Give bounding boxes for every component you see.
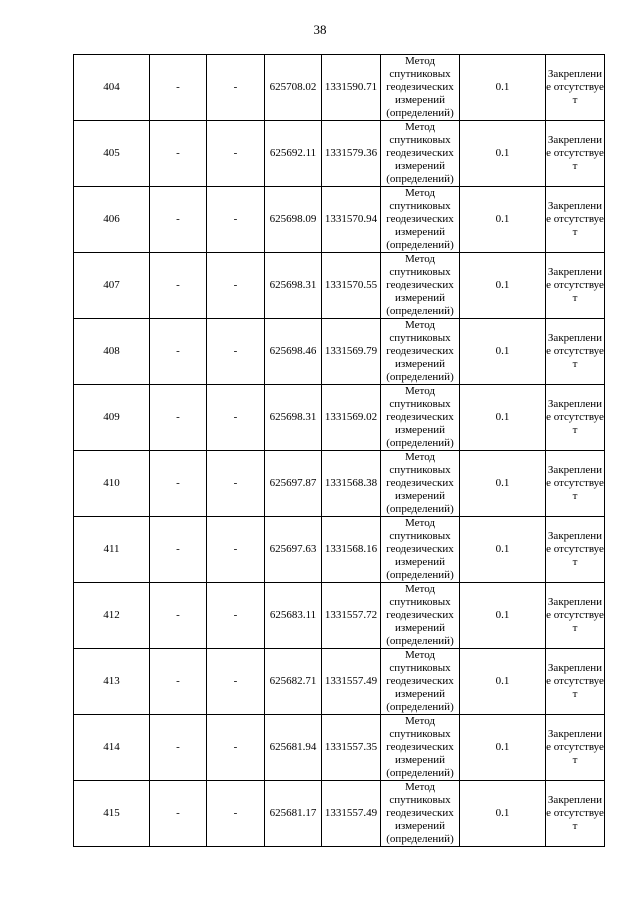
- accuracy-cell: 0.1: [460, 121, 546, 187]
- dash-cell: -: [150, 121, 207, 187]
- method-line: Метод: [405, 319, 435, 331]
- dash-cell: -: [150, 781, 207, 847]
- method-line: спутниковых: [389, 398, 451, 410]
- point-number-cell: 405: [74, 121, 150, 187]
- method-line: измерений: [395, 622, 445, 634]
- method-line: геодезических: [386, 807, 454, 819]
- dash-cell: -: [150, 253, 207, 319]
- method-line: геодезических: [386, 279, 454, 291]
- method-cell: [381, 781, 460, 847]
- x-coordinate-cell: 625697.63: [265, 517, 322, 583]
- dash-cell: -: [207, 451, 265, 517]
- method-cell: [381, 649, 460, 715]
- method-line: Метод: [405, 715, 435, 727]
- fixing-cell: Закрепление отсутствует: [546, 715, 605, 781]
- accuracy-cell: 0.1: [460, 319, 546, 385]
- dash-cell: -: [207, 649, 265, 715]
- dash-cell: -: [150, 715, 207, 781]
- method-line: (определений): [386, 239, 454, 251]
- method-line: Метод: [405, 121, 435, 133]
- method-cell: [381, 55, 460, 121]
- method-line: геодезических: [386, 609, 454, 621]
- accuracy-cell: 0.1: [460, 451, 546, 517]
- method-line: (определений): [386, 371, 454, 383]
- table-row: [74, 385, 605, 451]
- method-cell: [381, 121, 460, 187]
- point-number-cell: 415: [74, 781, 150, 847]
- y-coordinate-cell: 1331579.36: [322, 121, 381, 187]
- fixing-cell: Закрепление отсутствует: [546, 319, 605, 385]
- method-cell: [381, 385, 460, 451]
- fixing-cell: Закрепление отсутствует: [546, 187, 605, 253]
- method-line: спутниковых: [389, 662, 451, 674]
- method-line: геодезических: [386, 741, 454, 753]
- fixing-cell: Закрепление отсутствует: [546, 385, 605, 451]
- dash-cell: -: [150, 451, 207, 517]
- dash-cell: -: [207, 319, 265, 385]
- accuracy-cell: 0.1: [460, 715, 546, 781]
- dash-cell: -: [207, 55, 265, 121]
- method-line: Метод: [405, 649, 435, 661]
- method-cell: [381, 451, 460, 517]
- point-number-cell: 406: [74, 187, 150, 253]
- method-line: Метод: [405, 385, 435, 397]
- dash-cell: -: [207, 121, 265, 187]
- y-coordinate-cell: 1331557.49: [322, 781, 381, 847]
- point-number-cell: 414: [74, 715, 150, 781]
- accuracy-cell: 0.1: [460, 187, 546, 253]
- method-line: измерений: [395, 292, 445, 304]
- y-coordinate-cell: 1331568.38: [322, 451, 381, 517]
- method-line: спутниковых: [389, 596, 451, 608]
- method-line: Метод: [405, 187, 435, 199]
- x-coordinate-cell: 625698.46: [265, 319, 322, 385]
- method-line: спутниковых: [389, 200, 451, 212]
- method-line: (определений): [386, 767, 454, 779]
- dash-cell: -: [207, 715, 265, 781]
- dash-cell: -: [150, 517, 207, 583]
- method-line: измерений: [395, 226, 445, 238]
- dash-cell: -: [150, 385, 207, 451]
- method-line: измерений: [395, 358, 445, 370]
- fixing-cell: Закрепление отсутствует: [546, 649, 605, 715]
- method-line: (определений): [386, 833, 454, 845]
- fixing-cell: Закрепление отсутствует: [546, 253, 605, 319]
- fixing-cell: Закрепление отсутствует: [546, 451, 605, 517]
- x-coordinate-cell: 625697.87: [265, 451, 322, 517]
- table-row: [74, 781, 605, 847]
- y-coordinate-cell: 1331557.35: [322, 715, 381, 781]
- method-line: Метод: [405, 253, 435, 265]
- coordinates-table: [73, 54, 605, 847]
- point-number-cell: 407: [74, 253, 150, 319]
- dash-cell: -: [207, 253, 265, 319]
- method-line: спутниковых: [389, 530, 451, 542]
- method-cell: [381, 253, 460, 319]
- coordinates-table-body: [74, 55, 605, 847]
- method-line: геодезических: [386, 81, 454, 93]
- method-cell: [381, 319, 460, 385]
- x-coordinate-cell: 625682.71: [265, 649, 322, 715]
- y-coordinate-cell: 1331569.79: [322, 319, 381, 385]
- y-coordinate-cell: 1331570.94: [322, 187, 381, 253]
- table-row: [74, 715, 605, 781]
- table-row: [74, 649, 605, 715]
- method-line: геодезических: [386, 147, 454, 159]
- table-row: [74, 319, 605, 385]
- accuracy-cell: 0.1: [460, 517, 546, 583]
- accuracy-cell: 0.1: [460, 781, 546, 847]
- accuracy-cell: 0.1: [460, 55, 546, 121]
- table-row: [74, 253, 605, 319]
- method-line: Метод: [405, 517, 435, 529]
- method-line: спутниковых: [389, 134, 451, 146]
- y-coordinate-cell: 1331570.55: [322, 253, 381, 319]
- dash-cell: -: [150, 55, 207, 121]
- y-coordinate-cell: 1331569.02: [322, 385, 381, 451]
- method-line: измерений: [395, 424, 445, 436]
- table-row: [74, 121, 605, 187]
- method-line: геодезических: [386, 411, 454, 423]
- point-number-cell: 408: [74, 319, 150, 385]
- method-line: (определений): [386, 107, 454, 119]
- method-line: спутниковых: [389, 728, 451, 740]
- point-number-cell: 413: [74, 649, 150, 715]
- method-line: (определений): [386, 437, 454, 449]
- table-row: [74, 187, 605, 253]
- fixing-cell: Закрепление отсутствует: [546, 55, 605, 121]
- accuracy-cell: 0.1: [460, 583, 546, 649]
- dash-cell: -: [150, 583, 207, 649]
- method-line: измерений: [395, 490, 445, 502]
- x-coordinate-cell: 625683.11: [265, 583, 322, 649]
- method-line: геодезических: [386, 477, 454, 489]
- point-number-cell: 411: [74, 517, 150, 583]
- method-line: спутниковых: [389, 794, 451, 806]
- dash-cell: -: [207, 187, 265, 253]
- y-coordinate-cell: 1331568.16: [322, 517, 381, 583]
- method-line: измерений: [395, 688, 445, 700]
- method-line: геодезических: [386, 213, 454, 225]
- dash-cell: -: [207, 385, 265, 451]
- x-coordinate-cell: 625681.94: [265, 715, 322, 781]
- y-coordinate-cell: 1331557.49: [322, 649, 381, 715]
- method-line: (определений): [386, 503, 454, 515]
- dash-cell: -: [207, 583, 265, 649]
- x-coordinate-cell: 625698.31: [265, 385, 322, 451]
- method-line: измерений: [395, 160, 445, 172]
- method-cell: [381, 583, 460, 649]
- fixing-cell: Закрепление отсутствует: [546, 517, 605, 583]
- x-coordinate-cell: 625708.02: [265, 55, 322, 121]
- accuracy-cell: 0.1: [460, 649, 546, 715]
- method-line: (определений): [386, 305, 454, 317]
- dash-cell: -: [207, 517, 265, 583]
- y-coordinate-cell: 1331557.72: [322, 583, 381, 649]
- point-number-cell: 404: [74, 55, 150, 121]
- accuracy-cell: 0.1: [460, 385, 546, 451]
- y-coordinate-cell: 1331590.71: [322, 55, 381, 121]
- method-line: (определений): [386, 569, 454, 581]
- method-line: геодезических: [386, 543, 454, 555]
- method-line: измерений: [395, 754, 445, 766]
- point-number-cell: 412: [74, 583, 150, 649]
- method-line: спутниковых: [389, 68, 451, 80]
- method-line: (определений): [386, 701, 454, 713]
- dash-cell: -: [150, 319, 207, 385]
- method-line: геодезических: [386, 675, 454, 687]
- x-coordinate-cell: 625698.31: [265, 253, 322, 319]
- page-number: 38: [313, 22, 327, 37]
- method-line: Метод: [405, 583, 435, 595]
- method-line: геодезических: [386, 345, 454, 357]
- table-row: [74, 451, 605, 517]
- method-line: (определений): [386, 173, 454, 185]
- method-cell: [381, 517, 460, 583]
- accuracy-cell: 0.1: [460, 253, 546, 319]
- x-coordinate-cell: 625681.17: [265, 781, 322, 847]
- table-row: [74, 55, 605, 121]
- method-line: (определений): [386, 635, 454, 647]
- fixing-cell: Закрепление отсутствует: [546, 781, 605, 847]
- method-line: Метод: [405, 55, 435, 67]
- fixing-cell: Закрепление отсутствует: [546, 583, 605, 649]
- point-number-cell: 410: [74, 451, 150, 517]
- dash-cell: -: [150, 187, 207, 253]
- dash-cell: -: [207, 781, 265, 847]
- method-line: измерений: [395, 820, 445, 832]
- table-row: [74, 583, 605, 649]
- point-number-cell: 409: [74, 385, 150, 451]
- method-line: спутниковых: [389, 332, 451, 344]
- fixing-cell: Закрепление отсутствует: [546, 121, 605, 187]
- method-cell: [381, 715, 460, 781]
- method-line: измерений: [395, 94, 445, 106]
- method-line: спутниковых: [389, 266, 451, 278]
- dash-cell: -: [150, 649, 207, 715]
- table-row: [74, 517, 605, 583]
- method-line: Метод: [405, 451, 435, 463]
- method-cell: [381, 187, 460, 253]
- method-line: Метод: [405, 781, 435, 793]
- method-line: спутниковых: [389, 464, 451, 476]
- method-line: измерений: [395, 556, 445, 568]
- x-coordinate-cell: 625692.11: [265, 121, 322, 187]
- x-coordinate-cell: 625698.09: [265, 187, 322, 253]
